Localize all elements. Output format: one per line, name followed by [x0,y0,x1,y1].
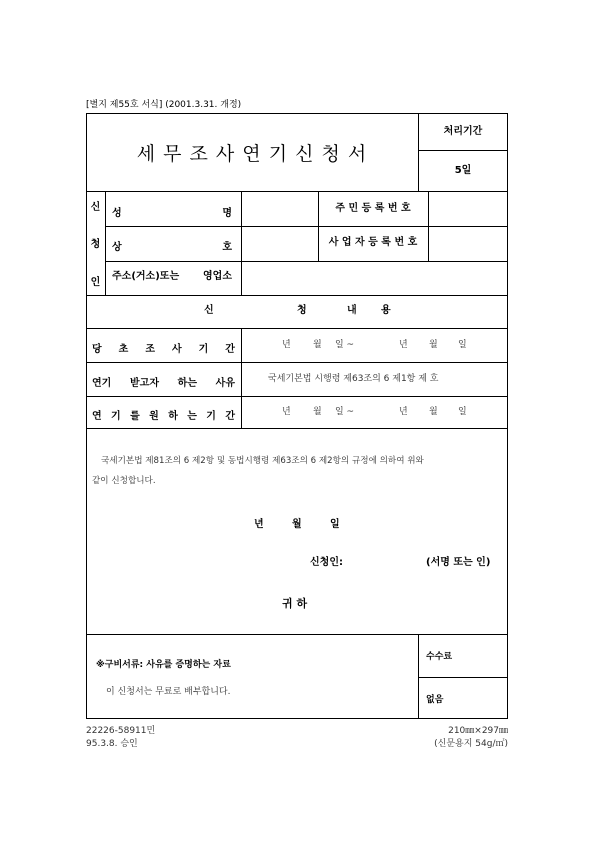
row-line-9 [86,634,508,635]
paper-size: 210㎜×297㎜ [448,726,508,736]
row-line-8 [86,428,508,429]
address-label-suffix: 영업소 [203,271,232,282]
label-char: 사 [171,344,182,355]
address-field[interactable] [243,263,506,293]
declaration-text-line1: 국세기본법 제81조의 6 제2항 및 동법시행령 제63조의 6 제2항의 규정에 의하여 위와 [101,456,424,466]
row-line-4 [86,295,508,296]
name-label [112,204,232,219]
label-word: 사유 [215,378,235,389]
side-char-3: 인 [90,277,101,288]
trade-name-field[interactable] [243,228,316,259]
trade-label-part: 호 [222,242,232,253]
label-char: 원 [149,411,159,422]
month-label: 월 [292,519,302,530]
label-char: 초 [118,344,129,355]
business-number-label: 사 업 자 등 록 번 호 [328,237,418,248]
required-documents-note: ※구비서류: 사유를 증명하는 자료 [96,660,231,670]
business-number-field[interactable] [430,228,506,259]
side-char-2: 청 [90,239,101,250]
label-char: 당 [92,344,102,355]
right-column-line [428,191,429,261]
side-char-1: 신 [90,202,101,213]
year-label: 년 [282,340,291,350]
month-label: 월 [429,340,438,350]
row-line-6 [86,362,508,363]
processing-period-label: 처리기간 [443,126,483,137]
label-char: 간 [225,411,235,422]
postpone-reason-label [92,374,235,389]
label-char: 를 [130,411,140,422]
day-label: 일 [458,407,467,417]
label-word: 하는 [177,378,197,389]
free-distribution-note: 이 신청서는 무료로 배부합니다. [106,687,231,697]
year-label: 년 [399,340,408,350]
month-label: 월 [313,340,322,350]
day-label: 일 ~ [335,407,355,417]
applicant-name-field[interactable] [348,554,418,572]
row-line-2 [105,226,508,227]
trade-name-label [112,238,232,253]
label-value-line [241,191,242,295]
content-header-char: 내 [347,305,357,316]
declaration-text-line2: 같이 신청합니다. [92,476,156,486]
applicant-signature-label: 신청인: [310,557,343,568]
row-line-7 [86,396,508,397]
form-title: 세 무 조 사 연 기 신 청 서 [136,143,368,165]
year-label: 년 [282,407,291,417]
row-line-1 [86,191,508,192]
label-word: 받고자 [130,378,159,389]
year-label: 년 [399,407,408,417]
requested-period-label [92,407,235,422]
label-char: 기 [198,344,209,355]
content-header-char: 신 [204,305,214,316]
resident-number-field[interactable] [430,193,506,224]
application-date[interactable] [86,520,508,532]
processing-divider [418,150,508,151]
postpone-reason-value[interactable]: 국세기본법 시행령 제63조의 6 제1항 제 호 [268,374,439,384]
name-label-part: 명 [222,208,232,219]
day-label: 일 [458,340,467,350]
fee-divider [418,677,508,678]
year-label: 년 [254,519,264,530]
row-line-5 [86,328,508,329]
trade-label-part: 상 [112,242,122,253]
content-header-char: 용 [381,305,391,316]
form-code: 22226-58911민 [86,726,156,736]
original-period-label [92,340,235,355]
fee-label: 수수료 [426,652,453,662]
label-char: 연 [92,411,102,422]
label-char: 간 [225,344,235,355]
resident-number-label: 주 민 등 록 번 호 [335,203,411,214]
content-header-char: 청 [297,305,307,316]
mid-column-line [318,191,319,261]
label-char: 는 [187,411,197,422]
label-char: 조 [145,344,155,355]
side-column-line [105,191,106,295]
processing-period-value: 5일 [454,165,472,176]
title-divider [418,113,419,191]
name-field[interactable] [243,193,316,224]
label-char: 기 [206,411,216,422]
approval-date: 95.3.8. 승인 [86,739,138,749]
original-period-value[interactable] [242,341,507,353]
day-label: 일 [330,519,340,530]
label-char: 하 [168,411,178,422]
fee-column-line [418,634,419,719]
signature-or-seal-label: (서명 또는 인) [426,557,491,568]
day-label: 일 ~ [335,340,355,350]
label-char: 기 [111,411,121,422]
address-label: 주소(거소)또는 [112,271,180,282]
row-line-3 [105,261,508,262]
label-word: 연기 [92,378,112,389]
name-label-part: 성 [112,208,122,219]
paper-type: (신문용지 54g/㎡) [434,739,508,749]
form-number-note: [별지 제55호 서식] (2001.3.31. 개정) [86,100,242,110]
content-header [86,306,508,318]
month-label: 월 [429,407,438,417]
fee-value: 없음 [426,695,444,705]
month-label: 월 [313,407,322,417]
requested-period-value[interactable] [242,408,507,420]
addressee-label: 귀 하 [282,597,308,610]
